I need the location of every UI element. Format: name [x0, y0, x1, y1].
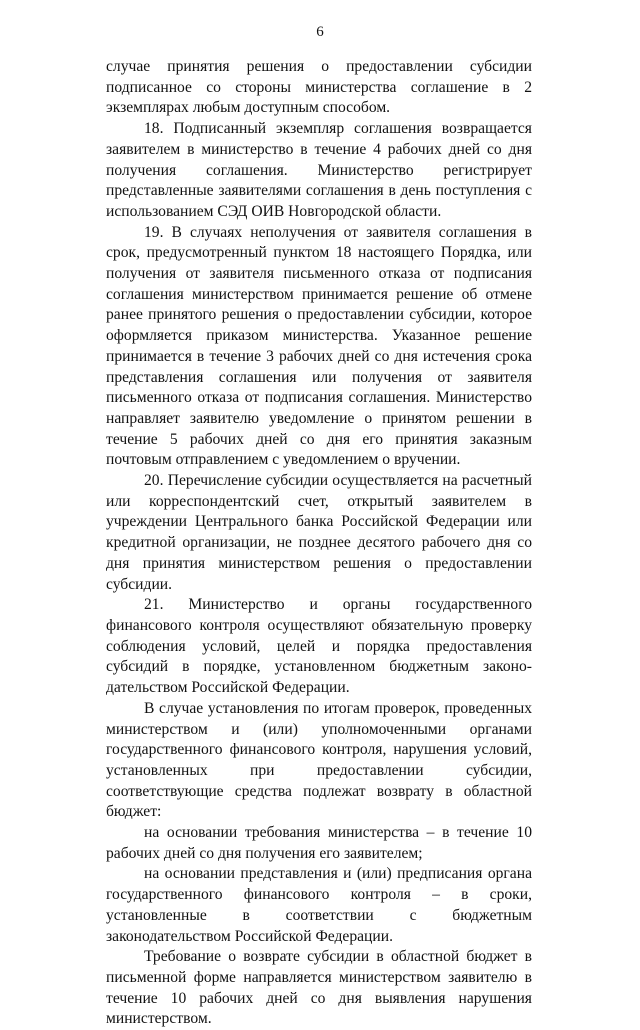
paragraph-21: 21. Министерство и органы государственного финансового контроля осуществляют обязательную проверку соблюдения условий, целей и порядка предоставления субсидий в порядке, установленном бюджетным законодательством Российской Федерации. — [106, 596, 532, 697]
paragraph-refund-by-requirement: на основании требования министерства – в течение 10 рабочих дней со дня получения его заявителем; — [106, 824, 532, 862]
document-body — [106, 57, 532, 1030]
paragraph-refund-notice: Требование о возврате субсидии в областной бюджет в письменной форме направляется министерством заявителю в течение 10 рабочих дней со дня выявления нарушения министерством. — [106, 948, 532, 1028]
paragraph-continuation: случае принятия решения о предоставлении субсидии подписанное со стороны министерства соглашение в 2 экземплярах любым доступным способом. — [106, 58, 532, 117]
paragraph-18: 18. Подписанный экземпляр соглашения возвращается заявителем в министерство в течение 4 рабочих дней со дня получения соглашения. Министерство регистрирует представленные заявителями соглашения в день поступления с использованием СЭД ОИВ Новгородской области. — [106, 120, 532, 220]
paragraph-refund-conditions: В случае установления по итогам проверок, проведенных министерством и (или) уполномоченными органами государственного финансового контроля, нарушения условий, установленных при предоставлении субсидии, соответствующие средства подлежат возврату в областной бюджет: — [106, 699, 532, 821]
paragraph-refund-by-order: на основании представления и (или) предписания органа государственного финансового контроля – в сроки, установленные в соответствии с бюджетным законодательством Российской Федерации. — [106, 865, 532, 945]
paragraph-19: 19. В случаях неполучения от заявителя соглашения в срок, предусмотренный пунктом 18 настоящего Порядка, или получения от заявителя письменного отказа от подписания соглашения министерством принимается решение об отмене ранее принятого решения о предоставлении субсидии, которое оформляется приказом министерства. Указанное решение принимается в течение 3 рабочих дней со дня истечения срока представления соглашения или получения от заявителя письменного отказа от подписания соглашения. Министерство направляет заявителю уведомление о принятом решении в течение 5 рабочих дней со дня его принятия заказным почтовым отправлением с уведомлением о вручении. — [106, 223, 532, 469]
page-number: 6 — [316, 24, 324, 40]
paragraph-20: 20. Перечисление субсидии осуществляется на расчетный или корреспондентский счет, открытый заявителем в учреждении Центрального банка Российской Федерации или кредитной организации, не позднее десятого рабочего дня со дня принятия министерством решения о предоставлении субсидии. — [106, 472, 532, 593]
